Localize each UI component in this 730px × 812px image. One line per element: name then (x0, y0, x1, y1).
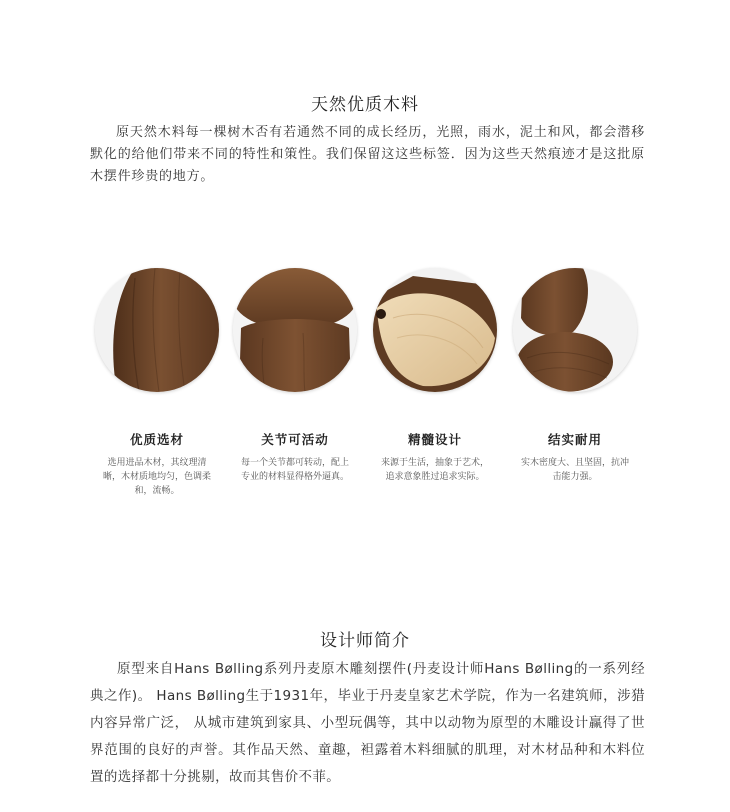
wood-joint-image (233, 268, 357, 392)
wood-closeup-image (95, 268, 219, 392)
feature-description: 实木密度大、且坚固，抗冲击能力强。 (520, 458, 629, 482)
feature-description: 每一个关节都可转动，配上专业的材料显得格外逼真。 (240, 458, 349, 482)
natural-wood-paragraph: 原天然木料每一棵树木否有若通然不同的成长经历，光照，雨水，泥土和风，都会潜移默化的给他们带来不同的特性和策性。我们保留这这些标签．因为这些天然痕迹才是这批原木摆件珍贵的地方。 (90, 125, 645, 184)
feature-description: 选用进品木材，其纹理清晰，木材质地均匀，色调柔和，流畅。 (102, 458, 211, 496)
feature-description: 来源于生活，抽象于艺术，追求意象胜过追求实际。 (380, 458, 489, 482)
feature-quality-material (92, 268, 222, 498)
section-title-designer: 设计师简介 (320, 631, 410, 651)
sturdy-wood-image (513, 268, 637, 392)
feature-essence-design (370, 268, 500, 484)
section-title-natural-wood: 天然优质木料 (311, 95, 419, 115)
feature-movable-joints (230, 268, 360, 484)
feature-title: 结实耐用 (547, 432, 602, 447)
feature-durable (510, 268, 640, 484)
feature-title: 关节可活动 (261, 432, 329, 447)
feature-title: 精髓设计 (407, 432, 462, 447)
light-wood-image (373, 268, 497, 392)
designer-paragraph: 原型来自Hans Bølling系列丹麦原木雕刻摆件(丹麦设计师Hans Bølling的一系列经典之作)。 Hans Bølling生于1931年，毕业于丹麦皇家艺术学院，作为一名建筑师，涉猎内容异常广泛， 从城市建筑到家具、小型玩偶等，其中以动物为原型的木雕设计赢得了世界范围的良好的声誉。其作品天然、童趣，袒露着木料细腻的肌理，对木材品种和木料位置的选择都十分挑剔，故而其售价不菲。 (90, 661, 645, 785)
feature-title: 优质选材 (129, 432, 184, 447)
